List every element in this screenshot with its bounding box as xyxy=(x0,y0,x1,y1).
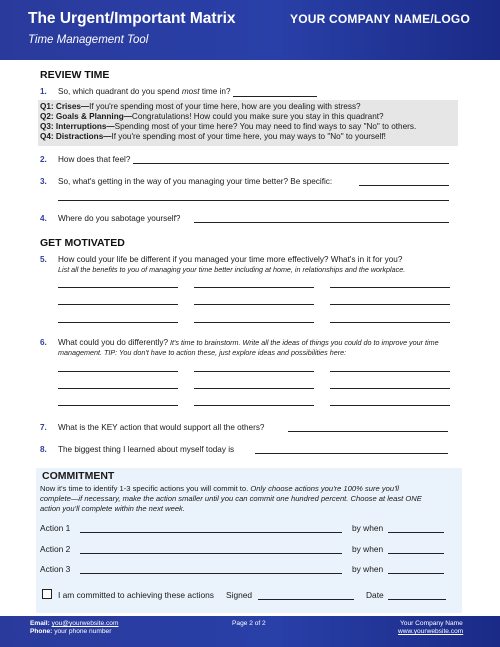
action-1-input[interactable] xyxy=(80,532,342,533)
by-when-label: by when xyxy=(352,523,384,533)
by-when-1-input[interactable] xyxy=(388,532,444,533)
question-text: So, which quadrant do you spend most time in? xyxy=(58,86,317,97)
signature-input[interactable] xyxy=(258,599,354,600)
document-title: The Urgent/Important Matrix xyxy=(28,10,236,27)
answer-line[interactable] xyxy=(330,371,450,372)
answer-line[interactable] xyxy=(58,304,178,305)
page-number: Page 2 of 2 xyxy=(232,620,266,627)
action-2-label: Action 2 xyxy=(40,544,71,554)
quadrant-q1: Q1: Crises—If you're spending most of your time here, how are you dealing with stress? xyxy=(40,102,361,111)
answer-line[interactable] xyxy=(330,405,450,406)
answer-line[interactable] xyxy=(194,304,314,305)
website-link[interactable]: www.yourwebsite.com xyxy=(398,628,464,635)
section-title-motivated: GET MOTIVATED xyxy=(40,237,125,249)
answer-blank[interactable] xyxy=(233,88,317,97)
footer-company: Your Company Name xyxy=(400,620,463,627)
answer-line[interactable] xyxy=(194,371,314,372)
email-link[interactable]: you@yourwebsite.com xyxy=(51,620,119,627)
answer-line[interactable] xyxy=(58,287,178,288)
answer-line[interactable] xyxy=(330,322,450,323)
answer-line[interactable] xyxy=(255,453,448,454)
date-input[interactable] xyxy=(388,599,446,600)
answer-line[interactable] xyxy=(58,405,178,406)
footer-email: Email: you@yourwebsite.com xyxy=(30,620,119,627)
commitment-checkbox[interactable] xyxy=(42,589,52,599)
answer-line[interactable] xyxy=(58,388,178,389)
answer-line[interactable] xyxy=(194,287,314,288)
answer-line[interactable] xyxy=(58,322,178,323)
date-label: Date xyxy=(366,590,384,600)
footer-banner xyxy=(0,616,500,647)
signed-label: Signed xyxy=(226,590,253,600)
commitment-checkbox-label: I am committed to achieving these actions xyxy=(58,590,214,600)
answer-line[interactable] xyxy=(58,200,449,201)
commitment-box xyxy=(36,468,462,613)
answer-line[interactable] xyxy=(330,388,450,389)
answer-line[interactable] xyxy=(194,222,449,223)
by-when-2-input[interactable] xyxy=(388,553,444,554)
answer-line[interactable] xyxy=(330,304,450,305)
action-1-label: Action 1 xyxy=(40,523,71,533)
section-title-commitment: COMMITMENT xyxy=(42,470,115,482)
footer-phone: Phone: your phone number xyxy=(30,628,112,635)
by-when-3-input[interactable] xyxy=(388,573,444,574)
by-when-label: by when xyxy=(352,544,384,554)
answer-line[interactable] xyxy=(359,185,449,186)
header-banner xyxy=(0,0,500,60)
answer-line[interactable] xyxy=(194,405,314,406)
answer-line[interactable] xyxy=(133,163,449,164)
document-subtitle: Time Management Tool xyxy=(28,34,149,46)
answer-line[interactable] xyxy=(330,287,450,288)
question-number: 1. xyxy=(40,87,47,96)
answer-line[interactable] xyxy=(194,322,314,323)
quadrant-q3: Q3: Interruptions—Spending most of your time here? You may need to find ways to say "No" to others. xyxy=(40,122,417,131)
quadrant-q2: Q2: Goals & Planning—Congratulations! How could you make sure you stay in this quadrant? xyxy=(40,112,384,121)
quadrant-q4: Q4: Distractions—If you're spending most of your time here, you may ways to "No" to yourself! xyxy=(40,132,386,141)
answer-line[interactable] xyxy=(194,388,314,389)
action-2-input[interactable] xyxy=(80,553,342,554)
company-logo-placeholder: YOUR COMPANY NAME/LOGO xyxy=(290,12,470,26)
answer-line[interactable] xyxy=(288,431,448,432)
section-title-review: REVIEW TIME xyxy=(40,69,110,81)
action-3-label: Action 3 xyxy=(40,564,71,574)
answer-line[interactable] xyxy=(58,371,178,372)
commitment-instructions: Now it's time to identify 1-3 specific actions you will commit to. Only choose actions you're 100% sure you'll complete—if necessary, make the action smaller until you can commit one hundred percent. Choose at least ONE action you'll complete within the next week. xyxy=(40,484,422,514)
action-3-input[interactable] xyxy=(80,573,342,574)
by-when-label: by when xyxy=(352,564,384,574)
